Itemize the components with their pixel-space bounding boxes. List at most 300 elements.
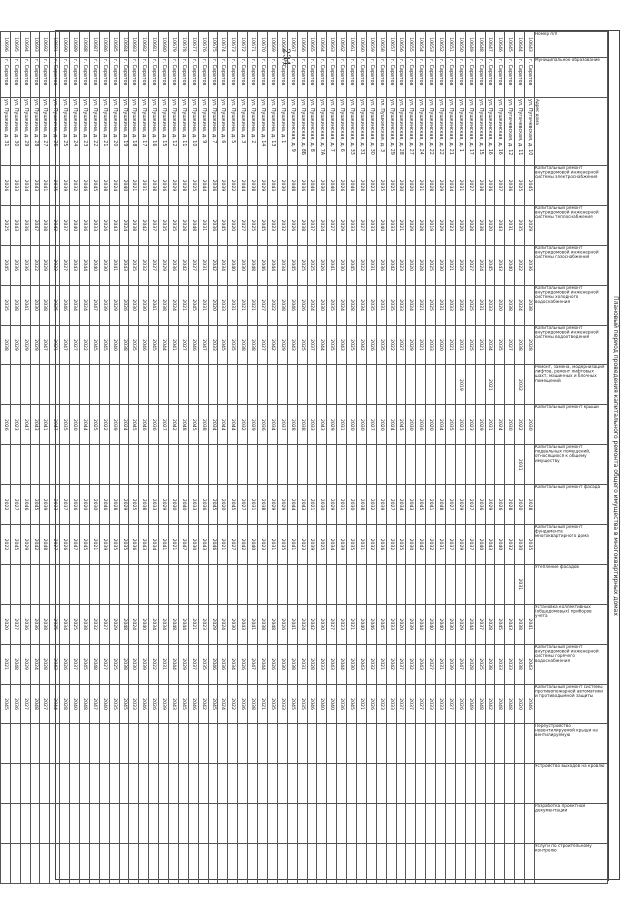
year-cell [347, 564, 357, 604]
year-cell [20, 844, 30, 884]
year-cell: 2028 [178, 166, 188, 206]
year-cell: 2025 [89, 405, 99, 445]
year-cell [455, 844, 465, 884]
address-cell: ул. Пушкина, д. 22 [89, 98, 99, 166]
year-cell: 2046 [287, 285, 297, 325]
year-cell [159, 564, 169, 604]
table-row [337, 32, 347, 884]
year-cell: 2034 [208, 405, 218, 445]
year-cell: 2029 [267, 485, 277, 525]
year-cell [178, 564, 188, 604]
year-cell: 2021 [188, 604, 198, 644]
municipality-cell: г. Саратов [129, 58, 139, 98]
municipality-cell: г. Саратов [297, 58, 307, 98]
year-cell [218, 445, 228, 485]
year-cell: 2043 [30, 166, 40, 206]
header-service-10: Капитальный ремонт фундамента многоквартирного дома [535, 525, 608, 565]
year-cell [80, 724, 90, 764]
year-cell: 2027 [70, 325, 80, 365]
year-cell: 2045 [525, 166, 535, 206]
year-cell: 2041 [287, 525, 297, 565]
year-cell: 2021 [376, 644, 386, 684]
year-cell: 2023 [297, 525, 307, 565]
table-row [198, 32, 208, 884]
year-cell [307, 564, 317, 604]
municipality-cell: г. Саратов [50, 58, 60, 98]
year-cell: 2021 [169, 525, 179, 565]
year-cell [426, 804, 436, 844]
year-cell [20, 804, 30, 844]
year-cell [188, 445, 198, 485]
year-cell: 2033 [495, 644, 505, 684]
year-cell: 2042 [267, 325, 277, 365]
municipality-cell: г. Саратов [30, 58, 40, 98]
table-body [0, 32, 535, 884]
year-cell: 2045 [218, 325, 228, 365]
year-cell: 2032 [505, 525, 515, 565]
year-cell: 2043 [198, 525, 208, 565]
year-cell: 2048 [436, 485, 446, 525]
year-cell [80, 804, 90, 844]
municipality-cell: г. Саратов [149, 58, 159, 98]
year-cell [347, 365, 357, 405]
year-cell: 2040 [475, 525, 485, 565]
year-cell [60, 804, 70, 844]
year-cell: 2029 [20, 325, 30, 365]
year-cell: 2027 [327, 604, 337, 644]
year-cell [228, 365, 238, 405]
year-cell: 2027 [50, 525, 60, 565]
year-cell: 2038 [248, 166, 258, 206]
year-cell [465, 564, 475, 604]
year-cell [525, 724, 535, 764]
year-cell [169, 804, 179, 844]
year-cell: 2035 [376, 166, 386, 206]
year-cell [267, 365, 277, 405]
year-cell [347, 764, 357, 804]
year-cell [495, 365, 505, 405]
year-cell: 2044 [287, 485, 297, 525]
year-cell [159, 844, 169, 884]
year-cell: 2025 [426, 245, 436, 285]
header-municipality: Муниципальное образование [535, 58, 608, 98]
address-cell: ул. Пушкина, д. 20 [109, 98, 119, 166]
year-cell: 2040 [327, 166, 337, 206]
year-cell [248, 365, 258, 405]
year-cell: 2031 [376, 285, 386, 325]
row-number-cell: 10682 [139, 32, 149, 58]
year-cell: 2027 [159, 405, 169, 445]
year-cell: 2032 [238, 405, 248, 445]
table-row [356, 32, 366, 884]
year-cell: 2029 [10, 325, 20, 365]
year-cell [327, 724, 337, 764]
year-cell: 2029 [436, 205, 446, 245]
year-cell: 2044 [267, 245, 277, 285]
year-cell: 2022 [515, 245, 525, 285]
year-cell: 2043 [10, 205, 20, 245]
year-cell [277, 365, 287, 405]
address-cell: ул. Пушкина, д. 23 [80, 98, 90, 166]
year-cell [337, 764, 347, 804]
year-cell: 2031 [198, 205, 208, 245]
year-cell: 2035 [109, 684, 119, 724]
header-service-15: Переустройство невентилируемой крыши на вентилируемую [535, 724, 608, 764]
year-cell: 2033 [366, 205, 376, 245]
year-cell [178, 445, 188, 485]
year-cell [376, 365, 386, 405]
year-cell: 2046 [208, 644, 218, 684]
year-cell: 2046 [347, 166, 357, 206]
year-cell: 2026 [0, 166, 10, 206]
year-cell: 2027 [40, 684, 50, 724]
year-cell: 2030 [169, 485, 179, 525]
year-cell: 2044 [50, 684, 60, 724]
year-cell [297, 445, 307, 485]
year-cell: 2045 [218, 205, 228, 245]
year-cell: 2036 [525, 245, 535, 285]
row-number-cell: 10678 [178, 32, 188, 58]
year-cell: 2036 [485, 166, 495, 206]
year-cell: 2042 [485, 684, 495, 724]
row-number-cell: 10683 [129, 32, 139, 58]
year-cell: 2028 [416, 205, 426, 245]
year-cell: 2046 [188, 684, 198, 724]
municipality-cell: г. Саратов [455, 58, 465, 98]
municipality-cell: г. Саратов [327, 58, 337, 98]
year-cell: 2022 [267, 285, 277, 325]
year-cell [30, 365, 40, 405]
table-row [505, 32, 515, 884]
table-row [287, 32, 297, 884]
year-cell: 2021 [0, 644, 10, 684]
year-cell: 2030 [436, 245, 446, 285]
year-cell: 2040 [228, 245, 238, 285]
year-cell: 2045 [30, 485, 40, 525]
year-cell: 2026 [455, 684, 465, 724]
table-row [267, 32, 277, 884]
table-row [307, 32, 317, 884]
address-cell: ул. Пушкинская, д. 22 [426, 98, 436, 166]
year-cell: 2039 [99, 525, 109, 565]
year-cell: 2024 [218, 684, 228, 724]
year-cell [445, 724, 455, 764]
row-number-cell: 10652 [436, 32, 446, 58]
municipality-cell: г. Саратов [188, 58, 198, 98]
year-cell: 2035 [376, 325, 386, 365]
year-cell [426, 724, 436, 764]
municipality-cell: г. Саратов [70, 58, 80, 98]
year-cell: 2023 [376, 684, 386, 724]
year-cell: 2043 [317, 405, 327, 445]
year-cell: 2027 [258, 285, 268, 325]
address-cell: ул. Пушкинская, д. 17 [465, 98, 475, 166]
year-cell: 2030 [337, 245, 347, 285]
year-cell: 2027 [396, 325, 406, 365]
year-cell [396, 724, 406, 764]
year-cell: 2043 [297, 485, 307, 525]
year-cell: 2047 [248, 644, 258, 684]
year-cell: 2039 [307, 525, 317, 565]
year-cell [129, 365, 139, 405]
year-cell: 2037 [60, 205, 70, 245]
row-number-cell: 10662 [337, 32, 347, 58]
year-cell: 2044 [317, 325, 327, 365]
year-cell: 2043 [119, 245, 129, 285]
year-cell: 2030 [277, 166, 287, 206]
year-cell: 2045 [287, 245, 297, 285]
year-cell: 2024 [337, 285, 347, 325]
year-cell [386, 445, 396, 485]
year-cell [505, 764, 515, 804]
row-number-cell: 10681 [149, 32, 159, 58]
year-cell: 2038 [248, 325, 258, 365]
year-cell: 2028 [40, 644, 50, 684]
year-cell: 2040 [436, 604, 446, 644]
year-cell: 2026 [238, 644, 248, 684]
year-cell: 2041 [20, 285, 30, 325]
year-cell: 2037 [445, 525, 455, 565]
row-number-cell: 10684 [119, 32, 129, 58]
year-cell [238, 844, 248, 884]
table-row [347, 32, 357, 884]
year-cell [426, 445, 436, 485]
year-cell: 2042 [238, 525, 248, 565]
year-cell: 2044 [416, 604, 426, 644]
year-cell [525, 564, 535, 604]
year-cell [30, 844, 40, 884]
year-cell: 2021 [416, 285, 426, 325]
year-cell [159, 804, 169, 844]
year-cell: 2033 [277, 684, 287, 724]
year-cell [218, 844, 228, 884]
row-number-cell: 10667 [287, 32, 297, 58]
year-cell [376, 564, 386, 604]
year-cell [455, 764, 465, 804]
table-row [525, 32, 535, 884]
year-cell: 2041 [525, 604, 535, 644]
year-cell: 2043 [495, 205, 505, 245]
year-cell [525, 844, 535, 884]
year-cell: 2035 [515, 205, 525, 245]
year-cell: 2044 [337, 644, 347, 684]
year-cell: 2042 [30, 525, 40, 565]
year-cell: 2040 [317, 684, 327, 724]
year-cell [376, 764, 386, 804]
year-cell: 2045 [178, 684, 188, 724]
year-cell: 2043 [30, 405, 40, 445]
year-cell [10, 844, 20, 884]
year-cell [277, 564, 287, 604]
year-cell [406, 844, 416, 884]
header-service-8: Капитальный ремонт подвальных помещений, относящихся к общему имуществу [535, 445, 608, 485]
year-cell: 2038 [99, 166, 109, 206]
year-cell: 2048 [169, 604, 179, 644]
year-cell: 2020 [426, 405, 436, 445]
year-cell: 2039 [376, 485, 386, 525]
year-cell [406, 365, 416, 405]
year-cell [198, 445, 208, 485]
year-cell [40, 564, 50, 604]
table-row [228, 32, 238, 884]
year-cell: 2031 [515, 564, 525, 604]
year-cell: 2031 [297, 644, 307, 684]
year-cell: 2029 [455, 245, 465, 285]
year-cell [485, 445, 495, 485]
year-cell: 2028 [525, 325, 535, 365]
year-cell: 2037 [465, 485, 475, 525]
year-cell: 2047 [89, 684, 99, 724]
year-cell: 2025 [297, 245, 307, 285]
year-cell: 2038 [119, 325, 129, 365]
year-cell: 2036 [149, 405, 159, 445]
year-cell: 2033 [505, 644, 515, 684]
year-cell: 2040 [356, 604, 366, 644]
year-cell: 2046 [258, 245, 268, 285]
row-number-cell: 10671 [248, 32, 258, 58]
year-cell [307, 804, 317, 844]
year-cell [0, 724, 10, 764]
year-cell: 2027 [20, 684, 30, 724]
table-title: Плановый период проведения капитального ремонта общего имущества в многоквартирных домах [608, 31, 621, 881]
year-cell: 2037 [475, 604, 485, 644]
year-cell: 2030 [347, 485, 357, 525]
year-cell: 2045 [258, 205, 268, 245]
year-cell: 2028 [416, 245, 426, 285]
year-cell: 2027 [386, 485, 396, 525]
year-cell [307, 445, 317, 485]
year-cell: 2026 [267, 644, 277, 684]
address-cell: ул. Пушкина, д. 19 [119, 98, 129, 166]
year-cell [208, 804, 218, 844]
year-cell: 2039 [60, 166, 70, 206]
year-cell: 2046 [60, 285, 70, 325]
year-cell: 2034 [228, 644, 238, 684]
year-cell [317, 804, 327, 844]
row-number-cell: 10695 [10, 32, 20, 58]
year-cell: 2026 [366, 684, 376, 724]
table-row [258, 32, 268, 884]
year-cell [178, 365, 188, 405]
year-cell: 2020 [406, 166, 416, 206]
year-cell: 2030 [445, 604, 455, 644]
address-cell: ул. Пушкинская, д. 31 [356, 98, 366, 166]
year-cell [228, 564, 238, 604]
year-cell: 2041 [426, 485, 436, 525]
year-cell: 2029 [20, 644, 30, 684]
year-cell: 2047 [50, 405, 60, 445]
year-cell [50, 365, 60, 405]
year-cell [267, 844, 277, 884]
year-cell: 2021 [416, 325, 426, 365]
year-cell: 2048 [287, 166, 297, 206]
municipality-cell: г. Саратов [99, 58, 109, 98]
year-cell [139, 844, 149, 884]
year-cell: 2020 [70, 405, 80, 445]
table-row [406, 32, 416, 884]
year-cell [99, 365, 109, 405]
year-cell: 2043 [327, 644, 337, 684]
year-cell [30, 724, 40, 764]
year-cell: 2028 [60, 684, 70, 724]
year-cell: 2027 [60, 245, 70, 285]
year-cell: 2046 [139, 684, 149, 724]
year-cell: 2032 [386, 525, 396, 565]
municipality-cell: г. Саратов [198, 58, 208, 98]
table-row [238, 32, 248, 884]
year-cell: 2031 [436, 285, 446, 325]
year-cell: 2038 [119, 644, 129, 684]
year-cell: 2030 [89, 485, 99, 525]
year-cell: 2048 [267, 604, 277, 644]
address-cell: ул. Пушкинская, д. 1 [455, 98, 465, 166]
year-cell [287, 804, 297, 844]
year-cell [70, 365, 80, 405]
year-cell: 2038 [159, 285, 169, 325]
year-cell: 2041 [248, 604, 258, 644]
year-cell: 2036 [208, 166, 218, 206]
year-cell [20, 724, 30, 764]
year-cell: 2040 [109, 325, 119, 365]
year-cell [0, 365, 10, 405]
year-cell: 2029 [485, 485, 495, 525]
header-service-7: Капитальный ремонт крыши [535, 405, 608, 445]
year-cell: 2027 [426, 644, 436, 684]
year-cell [139, 764, 149, 804]
year-cell: 2020 [436, 325, 446, 365]
year-cell: 2029 [327, 485, 337, 525]
year-cell: 2038 [475, 166, 485, 206]
row-number-cell: 10696 [0, 32, 10, 58]
year-cell [80, 365, 90, 405]
year-cell [396, 365, 406, 405]
year-cell: 2029 [455, 604, 465, 644]
year-cell [327, 365, 337, 405]
year-cell [258, 365, 268, 405]
year-cell: 2030 [505, 405, 515, 445]
year-cell [70, 445, 80, 485]
year-cell [149, 764, 159, 804]
year-cell: 2034 [149, 604, 159, 644]
year-cell [169, 844, 179, 884]
year-cell: 2037 [406, 684, 416, 724]
year-cell [159, 365, 169, 405]
year-cell: 2041 [40, 166, 50, 206]
year-cell [10, 365, 20, 405]
address-cell: пл. Пушкинская, д. 3 [376, 98, 386, 166]
year-cell [149, 365, 159, 405]
document-page [2, 30, 620, 880]
page-number: 234 [280, 48, 291, 66]
year-cell: 2026 [119, 285, 129, 325]
year-cell: 2030 [277, 644, 287, 684]
year-cell: 2038 [515, 325, 525, 365]
year-cell: 2036 [20, 205, 30, 245]
year-cell [366, 844, 376, 884]
table-row [327, 32, 337, 884]
row-number-cell: 10655 [406, 32, 416, 58]
address-cell: ул. Пушкина, д. 1 [277, 98, 287, 166]
year-cell [376, 804, 386, 844]
year-cell [376, 724, 386, 764]
year-cell [188, 844, 198, 884]
year-cell: 2033 [208, 325, 218, 365]
year-cell [505, 804, 515, 844]
address-cell: ул. Пушкинская, д. 7А [317, 98, 327, 166]
year-cell: 2033 [89, 205, 99, 245]
year-cell [485, 764, 495, 804]
year-cell [317, 764, 327, 804]
